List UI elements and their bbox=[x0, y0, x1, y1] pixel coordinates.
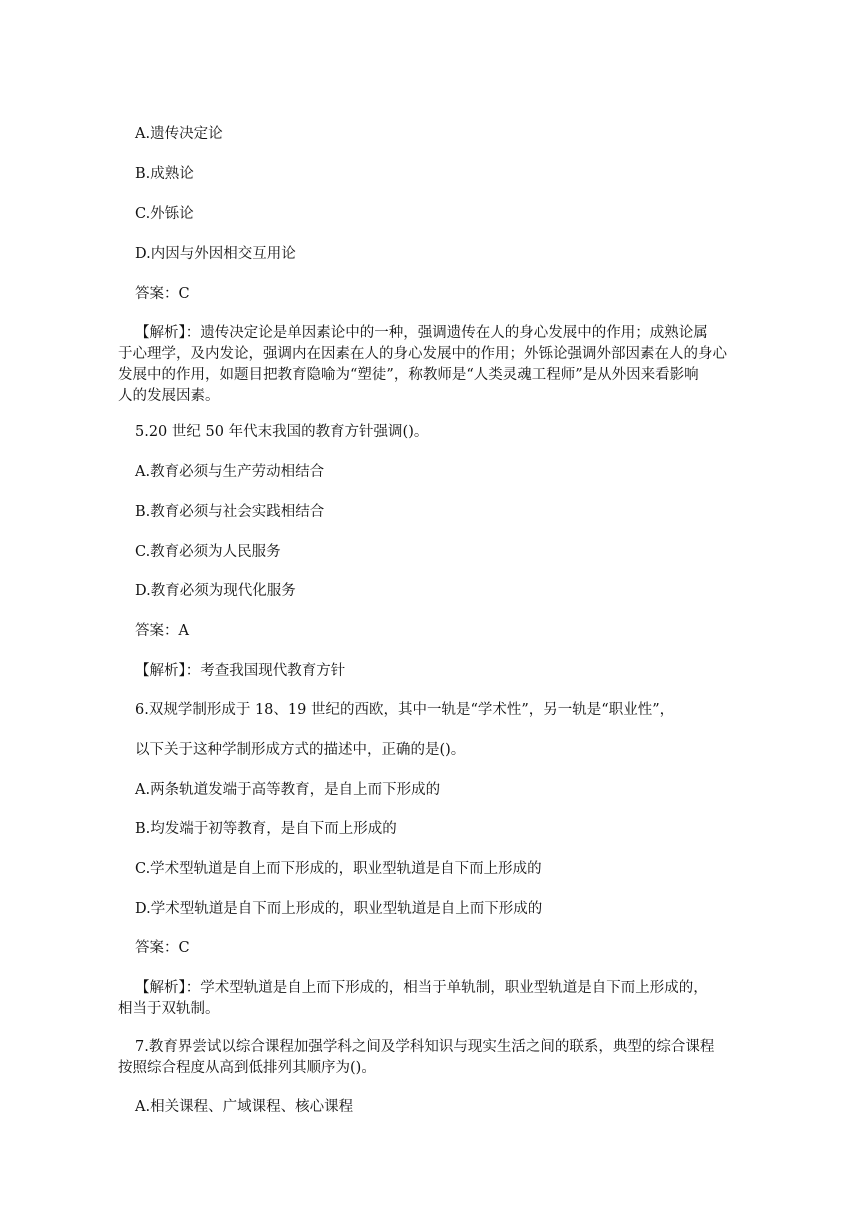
q5-option-d: D.教育必须为现代化服务 bbox=[135, 583, 296, 599]
q4-option-b: B.成熟论 bbox=[135, 166, 194, 182]
q6-option-a: A.两条轨道发端于高等教育，是自上而下形成的 bbox=[135, 782, 441, 798]
q6-option-d: D.学术型轨道是自下而上形成的，职业型轨道是自上而下形成的 bbox=[135, 901, 543, 917]
q6-question-line-1: 6.双规学制形成于 18、19 世纪的西欧，其中一轨是“学术性”，另一轨是“职业性”， bbox=[135, 702, 675, 718]
q4-analysis-line-3: 发展中的作用，如题目把教育隐喻为“塑徒”，称教师是“人类灵魂工程师”是从外因来看影响 bbox=[118, 367, 699, 383]
q4-analysis-line-4: 人的发展因素。 bbox=[118, 388, 220, 404]
q7-question-line-2: 按照综合程度从高到低排列其顺序为()。 bbox=[118, 1060, 376, 1076]
q6-analysis-line-1: 【解析】：学术型轨道是自上而下形成的，相当于单轨制，职业型轨道是自下而上形成的， bbox=[135, 980, 708, 996]
q7-question-line-1: 7.教育界尝试以综合课程加强学科之间及学科知识与现实生活之间的联系，典型的综合课程 bbox=[135, 1039, 715, 1055]
q6-analysis-line-2: 相当于双轨制。 bbox=[118, 1001, 220, 1017]
q5-analysis: 【解析】：考查我国现代教育方针 bbox=[135, 663, 346, 679]
q5-option-b: B.教育必须与社会实践相结合 bbox=[135, 504, 325, 520]
q4-option-a: A.遗传决定论 bbox=[135, 126, 223, 142]
q5-answer: 答案：A bbox=[135, 623, 189, 639]
q4-analysis-line-2: 于心理学，及内发论，强调内在因素在人的身心发展中的作用；外铄论强调外部因素在人的身心 bbox=[118, 346, 727, 362]
q6-option-b: B.均发端于初等教育，是自下而上形成的 bbox=[135, 821, 397, 837]
q5-option-a: A.教育必须与生产劳动相结合 bbox=[135, 464, 325, 480]
q6-answer: 答案：C bbox=[135, 940, 190, 956]
q6-option-c: C.学术型轨道是自上而下形成的，职业型轨道是自下而上形成的 bbox=[135, 861, 542, 877]
q4-option-c: C.外铄论 bbox=[135, 206, 194, 222]
q4-analysis-line-1: 【解析】：遗传决定论是单因素论中的一种，强调遗传在人的身心发展中的作用；成熟论属 bbox=[135, 325, 708, 341]
q5-option-c: C.教育必须为人民服务 bbox=[135, 544, 281, 560]
q6-question-line-2: 以下关于这种学制形成方式的描述中，正确的是()。 bbox=[135, 742, 466, 758]
q4-answer: 答案：C bbox=[135, 286, 190, 302]
q5-question: 5.20 世纪 50 年代末我国的教育方针强调()。 bbox=[135, 424, 429, 440]
q4-option-d: D.内因与外因相交互用论 bbox=[135, 246, 296, 262]
q7-option-a: A.相关课程、广域课程、核心课程 bbox=[135, 1099, 354, 1115]
